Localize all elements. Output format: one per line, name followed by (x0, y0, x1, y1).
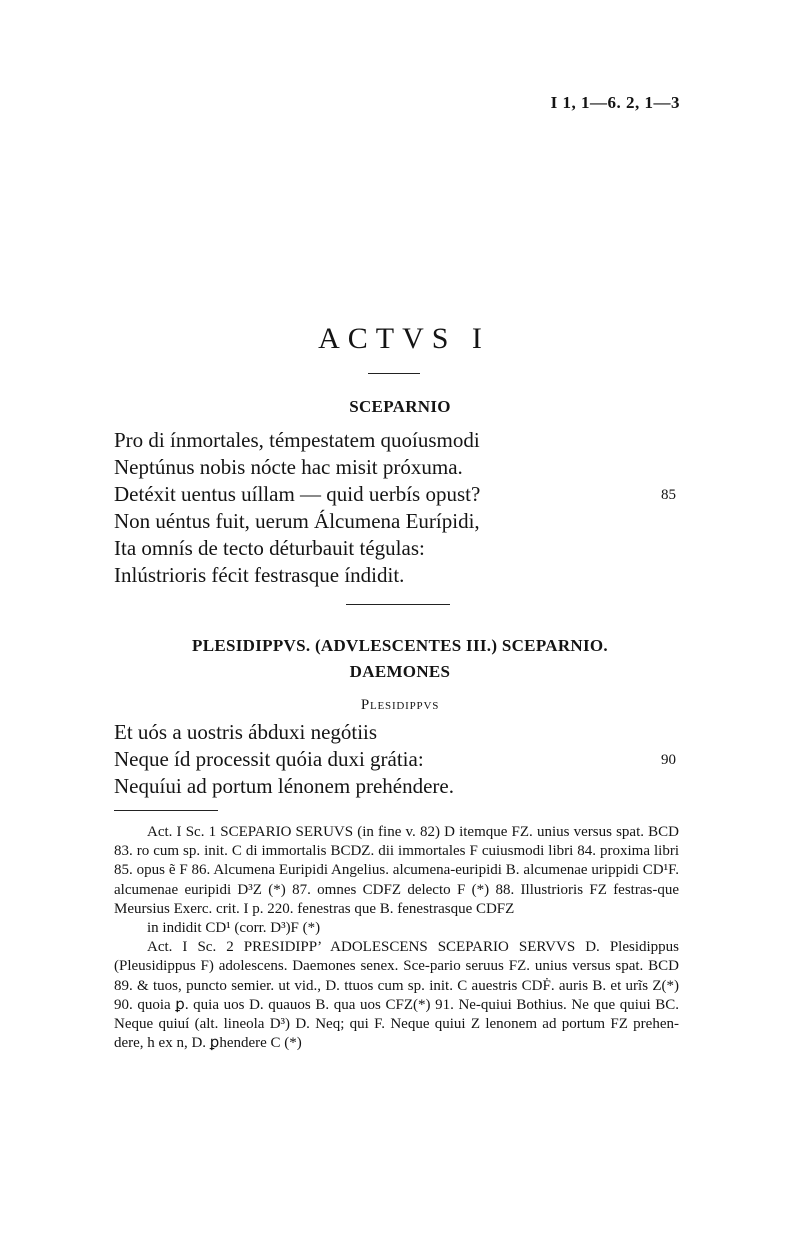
scene-rule (346, 604, 450, 605)
footnote-rule (114, 810, 218, 811)
apparatus-note: Act. I Sc. 2 PRESIDIPP’ ADOLESCENS SCEPARIO SERVVS D. Plesidippus (Pleusidippus F) adolescens. Daemones senex. Sce-pario seruus FZ. unius versus spat. BCD 89. & tuos, puncto semier. ut vid., D. ttuos cum sp. init. C auestris CDḞ. auris B. et urĩs Z(*) 90. quoia ꝑ. quia uos D. quauos B. qua uos CFZ(*) 91. Ne-quiui Bothius. Ne que quiui BC. Neque quiuí (alt. lineola D³) D. Neq; qui F. Neque quiui Z lenonem ad portum FZ prehen-dere, h ex n, D. ꝑhendere C (*) (114, 939, 679, 1052)
verse-line: Neque íd processit quóia duxi grátia: (114, 747, 424, 771)
verse-line: Nequíui ad portum lénonem prehéndere. (114, 774, 454, 798)
scene2-heading: PLESIDIPPVS. (ADVLESCENTES III.) SCEPARNIO. (192, 636, 608, 655)
line-number: 90 (661, 752, 676, 768)
verse-line: Detéxit uentus uíllam — quid uerbís opust? (114, 482, 481, 506)
verse-line: Inlústrioris fécit festrasque índidit. (114, 563, 405, 587)
verse-line: Pro di ínmortales, témpestatem quoíusmodi (114, 428, 480, 452)
verse-line: Ita omnís de tecto déturbauit tégulas: (114, 536, 425, 560)
scene1-speaker: SCEPARNIO (349, 397, 451, 416)
running-head: I 1, 1—6. 2, 1—3 (550, 93, 680, 112)
apparatus-note-cont: in indidit CD¹ (corr. D³)F (*) (147, 920, 321, 937)
line-number: 85 (661, 487, 676, 503)
title-rule (368, 373, 420, 374)
apparatus-note: Act. I Sc. 1 SCEPARIO SERUVS (in fine v. 82) D itemque FZ. unius versus spat. BCD 83. ro cum sp. init. C di immortalis BCDZ. dii immortales F cuiusmodi libri 84. proxima libri 85. opus ẽ F 86. Alcumena Euripidi Angelius. alcumena-euripidi B. alcumenae urippidi CD¹F. alcumenae euripidi D³Z (*) 87. omnes CDFZ delecto F (*) 88. Illustrioris FZ festras-que Meursius Exerc. crit. I p. 220. fenestras que B. fenestrasque CDFZ (114, 824, 679, 917)
verse-line: Et uós a uostris ábduxi negótiis (114, 720, 378, 744)
verse-line: Neptúnus nobis nócte hac misit próxuma. (114, 455, 463, 479)
verse-line: Non uéntus fuit, uerum Álcumena Eurípidi, (114, 509, 480, 533)
scene2-speaker: Plesidippvs (360, 697, 440, 713)
scene2-heading-cont: DAEMONES (349, 662, 451, 681)
act-title: ACTVS I (318, 322, 490, 355)
critical-apparatus (114, 823, 679, 1053)
